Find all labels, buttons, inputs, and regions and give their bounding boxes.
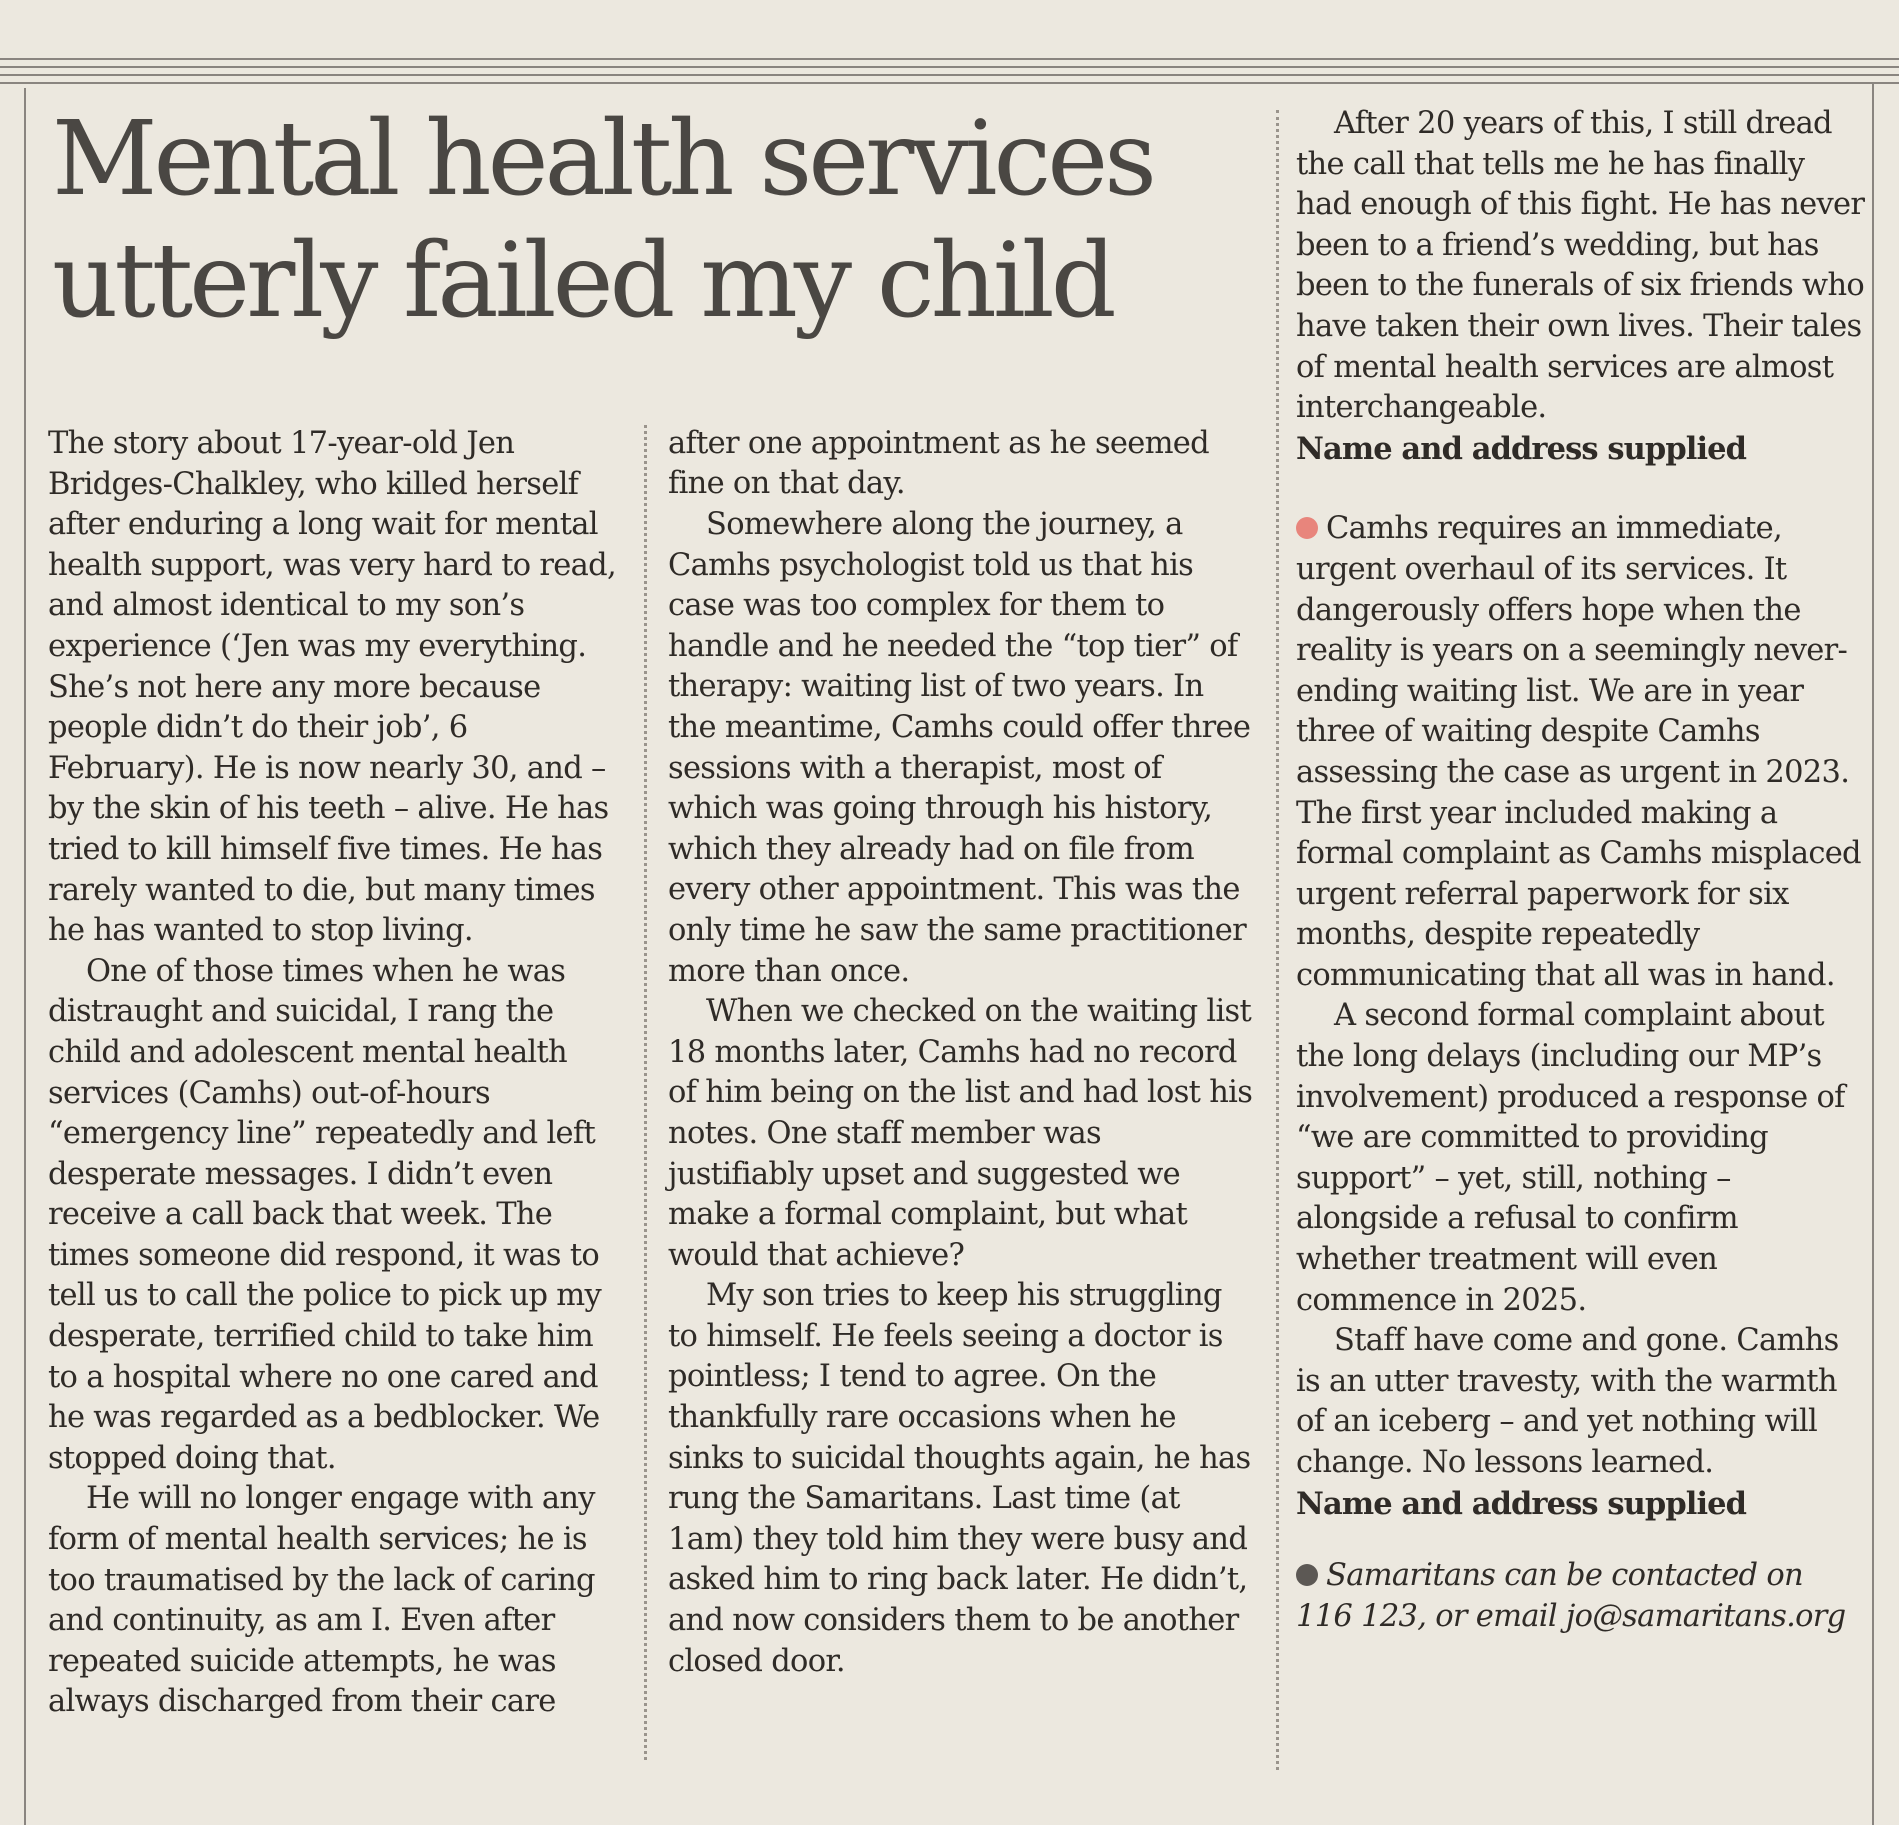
letter-signature: Name and address supplied <box>1296 430 1747 467</box>
right-border-line <box>1872 84 1874 1825</box>
paragraph: Staff have come and gone. Camhs is an utter travesty, with the warmth of an iceberg – and yet nothing will change. No lessons learned. <box>1296 1323 1839 1480</box>
paragraph: When we checked on the waiting list 18 months later, Camhs had no record of him being on the list and had lost his notes. One staff member was justifiably upset and suggested we make a formal complaint, but what would that achieve? <box>668 994 1253 1273</box>
headline <box>52 98 1232 342</box>
article-column-1 <box>48 424 626 1722</box>
letter-signature: Name and address supplied <box>1296 1485 1747 1522</box>
red-bullet-icon <box>1296 517 1318 539</box>
paragraph: A second formal complaint about the long delays (including our MP’s involvement) produced a response of “we are committed to providing support” – yet, still, nothing – alongside a refusal to confirm whether treatment will even commence in 2025. <box>1296 998 1845 1318</box>
footnote-text: Samaritans can be contacted on 116 123, or email jo@samaritans.org <box>1296 1558 1846 1634</box>
article-column-3 <box>1296 104 1866 1637</box>
footnote <box>1296 1556 1866 1637</box>
top-rule <box>0 58 1899 60</box>
article-column-2 <box>668 424 1253 1682</box>
paragraph: After 20 years of this, I still dread the call that tells me he has finally had enough of this fight. He has never been to a friend’s wedding, but has been to the funerals of six friends who have taken their own lives. Their tales of mental health services are almost interchangeable. <box>1296 106 1865 426</box>
top-rule <box>0 74 1899 76</box>
paragraph-continuation <box>668 424 1253 505</box>
paragraph: Somewhere along the journey, a Camhs psychologist told us that his case was too complex for them to handle and he needed the “top tier” of therapy: waiting list of two years. In the meantime, Camhs could offer three sessions with a therapist, most of which was going through his history, which they already had on file from every other appointment. This was the only time he saw the same practitioner more than once. <box>668 507 1251 989</box>
column-divider <box>1276 110 1279 1770</box>
headline-line-2: utterly failed my child <box>52 221 1113 341</box>
paragraph: My son tries to keep his struggling to himself. He feels seeing a doctor is pointless; I tend to agree. On the thankfully rare occasions when he sinks to suicidal thoughts again, he has rung the Samaritans. Last time (at 1am) they told him they were busy and asked him to ring back later. He didn’t, and now considers them to be another closed door. <box>668 1278 1251 1679</box>
top-rule <box>0 82 1899 84</box>
paragraph: after one appointment as he seemed fine on that day. <box>668 425 1209 502</box>
left-border-line <box>24 88 26 1825</box>
paragraph: One of those times when he was distraught and suicidal, I rang the child and adolescent mental health services (Camhs) out-of-hours “emergency line” repeatedly and left desperate messages. I didn’t even receive a call back that week. The times someone did respond, it was to tell us to call the police to pick up my desperate, terrified child to take him to a hospital where no one cared and he was regarded as a bedblocker. We stopped doing that. <box>48 953 602 1476</box>
column-divider <box>644 425 647 1760</box>
headline-line-1: Mental health services <box>52 99 1154 219</box>
paragraph: The story about 17-year-old Jen Bridges-Chalkley, who killed herself after enduring a long wait for mental health support, was very hard to read, and almost identical to my son’s experience (‘Jen was my everything. She’s not here any more because people didn’t do their job’, 6 February). He is now nearly 30, and – by the skin of his teeth – alive. He has tried to kill himself five times. He has rarely wanted to die, but many times he has wanted to stop living. <box>48 426 616 949</box>
top-rule <box>0 66 1899 68</box>
grey-bullet-icon <box>1296 1564 1318 1586</box>
paragraph: Camhs requires an immediate, urgent overhaul of its services. It dangerously offers hope when the reality is years on a seemingly never-ending waiting list. We are in year three of waiting despite Camhs assessing the case as urgent in 2023. The first year included making a formal complaint as Camhs misplaced urgent referral paperwork for six months, despite repeatedly communicating that all was in hand. <box>1296 511 1861 993</box>
paragraph: He will no longer engage with any form of mental health services; he is too traumatised by the lack of caring and continuity, as am I. Even after repeated suicide attempts, he was always discharged from their care <box>48 1481 595 1720</box>
